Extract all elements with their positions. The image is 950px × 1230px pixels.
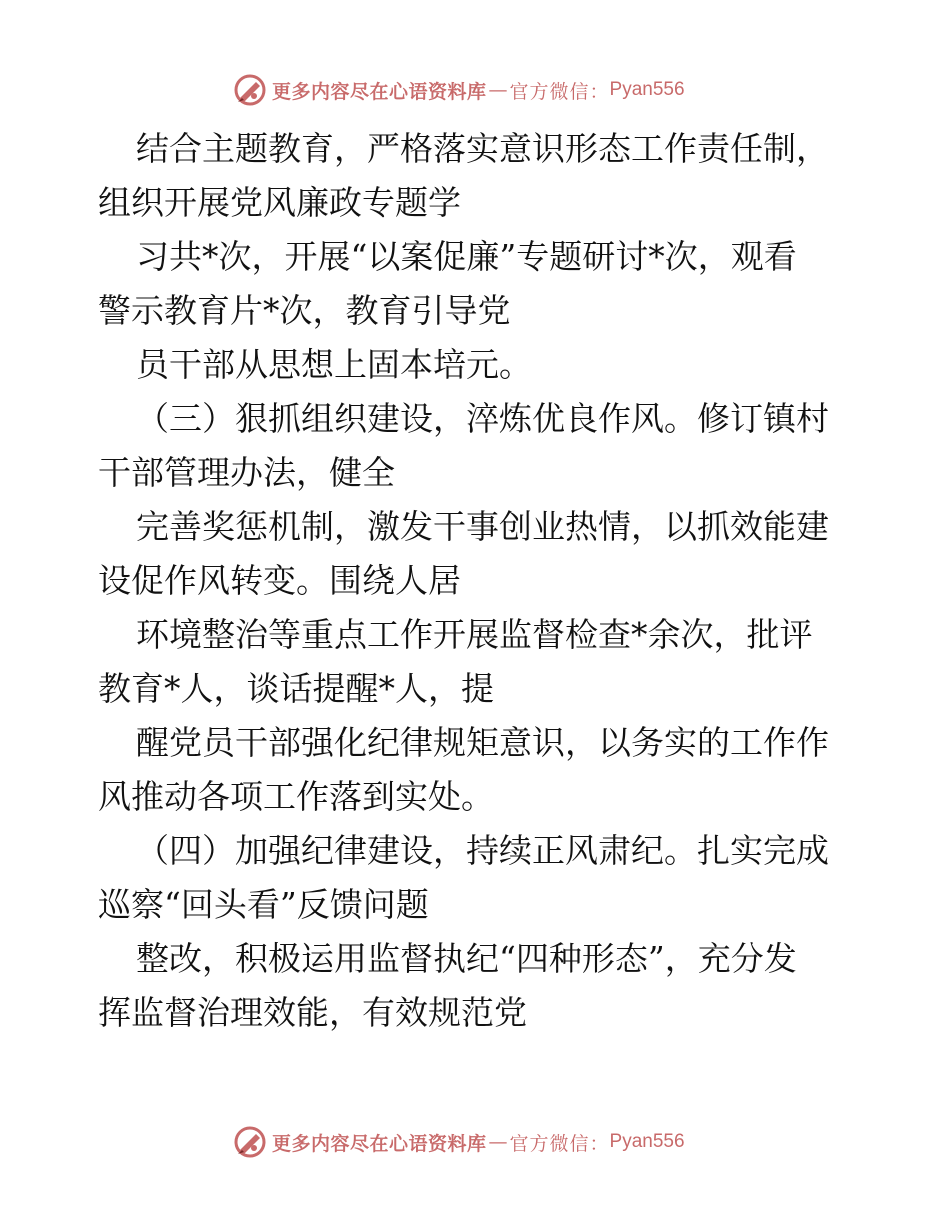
text-line: 风推动各项工作落到实处。	[98, 777, 494, 816]
watermark-dash: —	[488, 1131, 508, 1153]
text-line: （三）狠抓组织建设，淬炼优良作风。修订镇村	[136, 399, 829, 438]
text-line: 干部管理办法，健全	[98, 453, 395, 492]
text-line: 完善奖惩机制，激发干事创业热情，以抓效能建	[136, 507, 829, 546]
body-text	[98, 122, 858, 1040]
watermark-account-id: Pyan556	[609, 79, 685, 100]
watermark-site-text: 更多内容尽在心语资料库	[272, 1132, 487, 1155]
text-line: 醒党员干部强化纪律规矩意识，以务实的工作作	[136, 723, 829, 762]
text-line: 习共*次，开展“以案促廉”专题研讨*次，观看	[136, 237, 797, 276]
watermark-dash: —	[488, 79, 508, 101]
text-line: 员干部从思想上固本培元。	[136, 345, 532, 384]
watermark-header	[232, 70, 685, 110]
watermark-footer	[232, 1122, 685, 1162]
pen-logo-icon	[232, 1124, 268, 1160]
text-line: 组织开展党风廉政专题学	[98, 183, 461, 222]
text-line: 设促作风转变。围绕人居	[98, 561, 461, 600]
watermark-official-label: 官方微信：	[509, 1132, 610, 1155]
text-line: 整改，积极运用监督执纪“四种形态”，充分发	[136, 939, 797, 978]
text-line: 环境整治等重点工作开展监督检查*余次，批评	[136, 615, 813, 654]
text-line: 巡察“回头看”反馈问题	[98, 885, 429, 924]
watermark-site-text: 更多内容尽在心语资料库	[272, 80, 487, 103]
text-line: 挥监督治理效能，有效规范党	[98, 993, 527, 1032]
text-line: 结合主题教育，严格落实意识形态工作责任制，	[136, 129, 829, 168]
text-line: （四）加强纪律建设，持续正风肃纪。扎实完成	[136, 831, 829, 870]
pen-logo-icon	[232, 72, 268, 108]
watermark-official-label: 官方微信：	[509, 80, 610, 103]
watermark-account-id: Pyan556	[609, 1131, 685, 1152]
text-line: 警示教育片*次，教育引导党	[98, 291, 511, 330]
text-line: 教育*人，谈话提醒*人，提	[98, 669, 494, 708]
